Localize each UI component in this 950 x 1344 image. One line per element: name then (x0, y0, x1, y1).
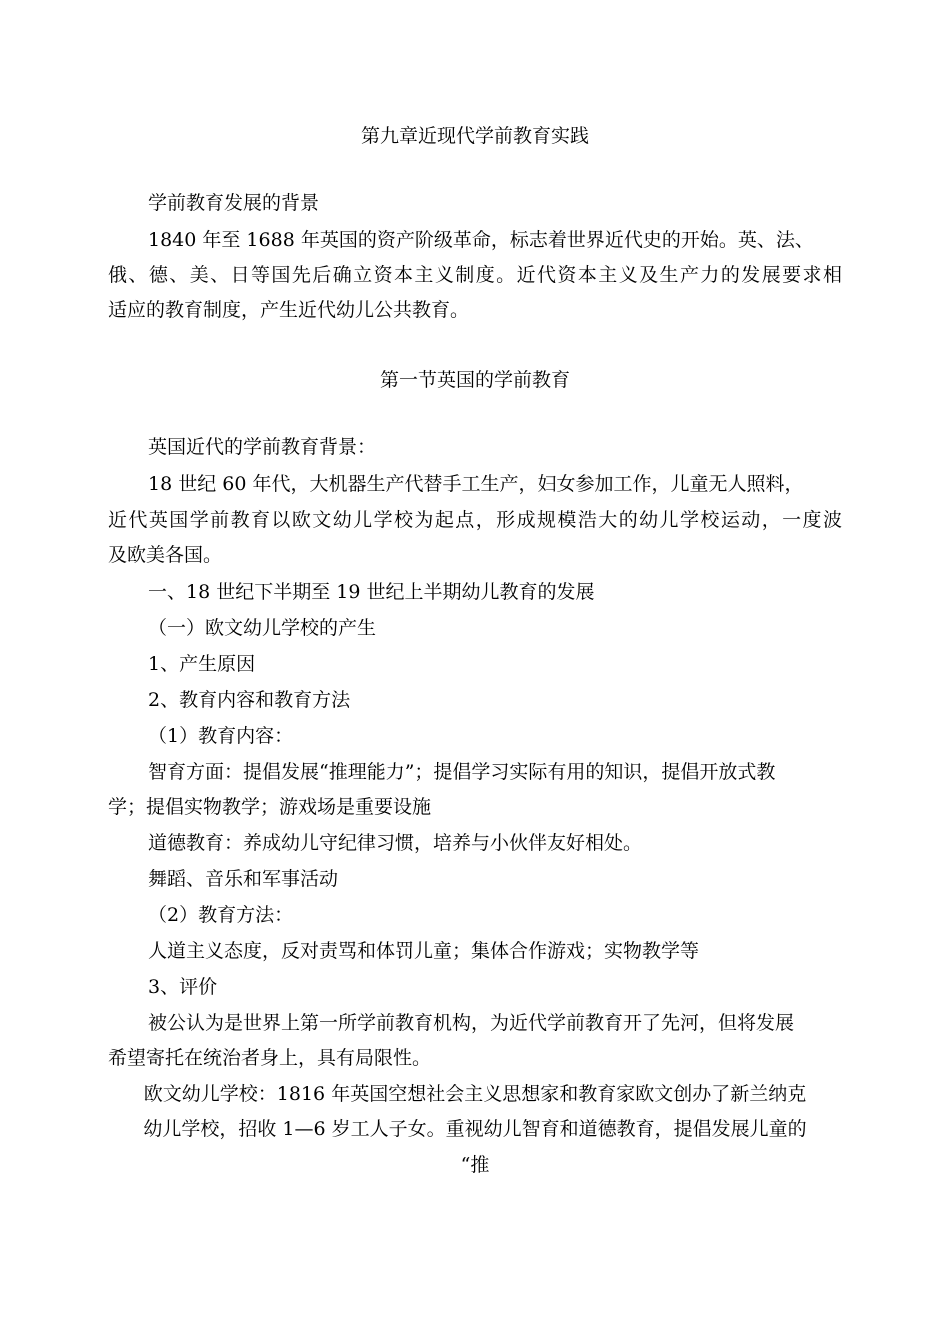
uk-paragraph-line-2: 近代英国学前教育以欧文幼儿学校为起点，形成规模浩大的幼儿学校运动，一度波 (108, 509, 842, 531)
methods-text: 人道主义态度，反对责骂和体罚儿童；集体合作游戏；实物教学等 (148, 940, 700, 962)
chapter-title: 第九章近现代学前教育实践 (360, 125, 589, 147)
section-title: 第一节英国的学前教育 (379, 369, 570, 391)
outline-item-2a: （1）教育内容： (148, 725, 294, 747)
outline-item-1: 1、产生原因 (148, 653, 256, 675)
owen-note-line-1: 欧文幼儿学校：1816 年英国空想社会主义思想家和教育家欧文创办了新兰纳克 (143, 1083, 807, 1105)
intellectual-line-2: 学；提倡实物教学；游戏场是重要设施 (108, 796, 432, 818)
uk-paragraph-line-3: 及欧美各国。 (108, 544, 223, 566)
outline-item-2: 2、教育内容和教育方法 (148, 689, 351, 711)
moral-education: 道德教育：养成幼儿守纪律习惯，培养与小伙伴友好相处。 (148, 832, 643, 854)
outline-item-3: 3、评价 (148, 976, 218, 998)
uk-paragraph-line-1: 18 世纪 60 年代，大机器生产代替手工生产，妇女参加工作，儿童无人照料， (148, 473, 804, 495)
owen-note-line-3: “推 (460, 1154, 490, 1176)
outline-heading-1: 一、18 世纪下半期至 19 世纪上半期幼儿教育的发展 (148, 581, 595, 603)
outline-heading-2: （一）欧文幼儿学校的产生 (148, 617, 377, 639)
evaluation-line-1: 被公认为是世界上第一所学前教育机构，为近代学前教育开了先河，但将发展 (148, 1012, 795, 1034)
background-paragraph-line-2: 俄、德、美、日等国先后确立资本主义制度。近代资本主义及生产力的发展要求相 (108, 264, 842, 286)
background-paragraph-line-1: 1840 年至 1688 年英国的资产阶级革命，标志着世界近代史的开始。英、法、 (148, 229, 814, 251)
background-paragraph-line-3: 适应的教育制度，产生近代幼儿公共教育。 (108, 299, 470, 321)
intellectual-line-1: 智育方面：提倡发展“推理能力”；提倡学习实际有用的知识，提倡开放式教 (148, 761, 776, 783)
evaluation-line-2: 希望寄托在统治者身上，具有局限性。 (108, 1047, 432, 1069)
outline-item-2b: （2）教育方法： (148, 904, 294, 926)
uk-background-heading: 英国近代的学前教育背景： (148, 436, 377, 458)
background-heading: 学前教育发展的背景 (148, 192, 320, 214)
owen-note-line-2: 幼儿学校，招收 1—6 岁工人子女。重视幼儿智育和道德教育，提倡发展儿童的 (143, 1118, 807, 1140)
arts-activities: 舞蹈、音乐和军事活动 (148, 868, 339, 890)
